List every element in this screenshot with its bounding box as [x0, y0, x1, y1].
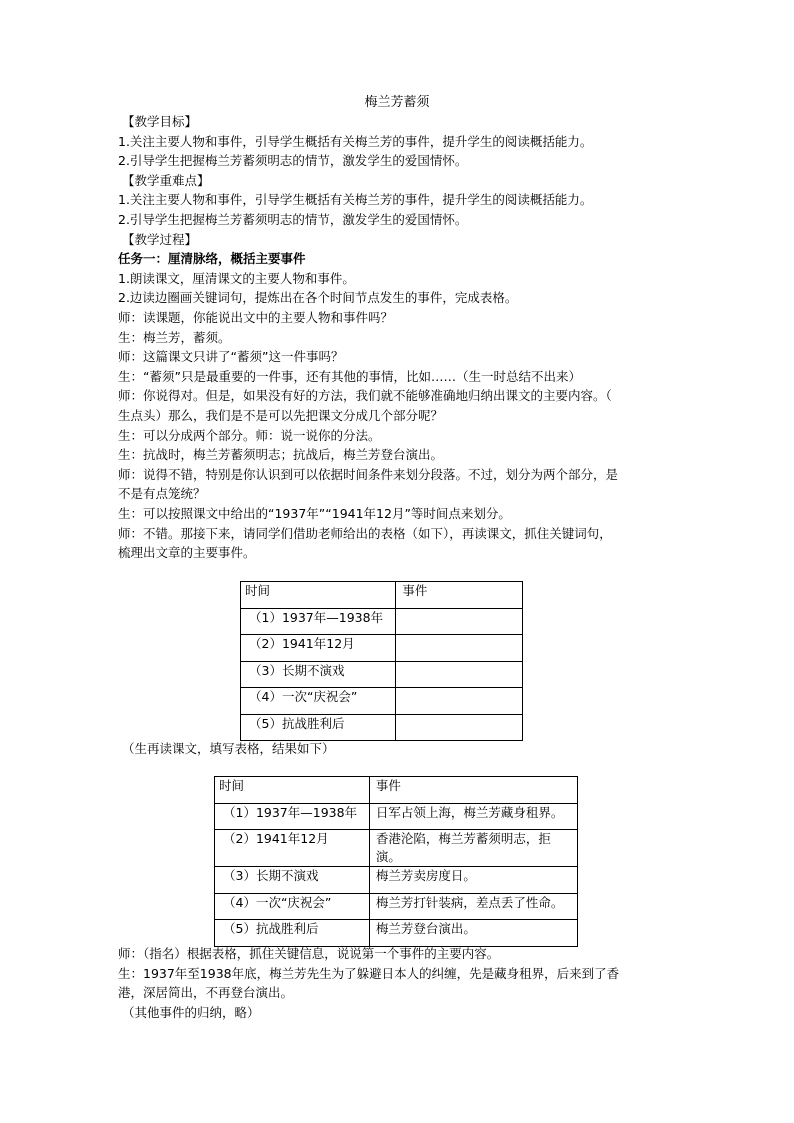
table-row — [241, 608, 523, 635]
body-line: 2.边读边圈画关键词句，提炼出在各个时间节点发生的事件，完成表格。 — [118, 290, 518, 306]
body-line: 1.关注主要人物和事件，引导学生概括有关梅兰芳的事件，提升学生的阅读概括能力。 — [118, 133, 593, 149]
body-line: 生点头）那么，我们是不是可以先把课文分成几个部分呢？ — [118, 408, 444, 423]
body-line: 师：读课题，你能说出文中的主要人物和事件吗？ — [118, 310, 394, 325]
body-line: 2.引导学生把握梅兰芳蓄须明志的情节，激发学生的爱国情怀。 — [118, 212, 468, 227]
body-line: 生：可以分成两个部分。师：说一说你的分法。 — [118, 427, 381, 443]
body-line: 师：说得不错，特别是你认识到可以依据时间条件来划分段落。不过，划分为两个部分，是 — [118, 466, 619, 482]
event-cell: 事件 — [396, 582, 523, 609]
table-row — [215, 867, 578, 894]
time-cell: （2）1941年12月 — [241, 635, 396, 662]
body-line: 师：你说得对。但是，如果没有好的方法，我们就不能够准确地归纳出课文的主要内容。（ — [118, 388, 612, 404]
event-cell: 梅兰芳卖房度日。 — [369, 867, 577, 894]
time-cell: （5）抗战胜利后 — [215, 920, 370, 947]
body-line: 【教学重难点】 — [122, 172, 210, 188]
event-cell — [396, 635, 523, 662]
event-cell — [396, 661, 523, 688]
body-line: 生：抗战时，梅兰芳蓄须明志；抗战后，梅兰芳登台演出。 — [118, 447, 444, 463]
event-cell: 事件 — [369, 777, 577, 804]
body-line: 【教学目标】 — [122, 114, 198, 129]
event-table-blank — [240, 581, 523, 741]
body-line: 【教学过程】 — [122, 231, 198, 247]
table-row — [241, 635, 523, 662]
closing-line: 港，深居简出，不再登台演出。 — [118, 985, 294, 1001]
body-line: 任务一：厘清脉络，概括主要事件 — [118, 251, 306, 267]
body-line: 生：梅兰芳，蓄须。 — [118, 329, 231, 345]
body-line: 1.关注主要人物和事件，引导学生概括有关梅兰芳的事件，提升学生的阅读概括能力。 — [118, 192, 593, 208]
event-cell: 梅兰芳登台演出。 — [369, 920, 577, 947]
body-line: 生：可以按照课文中给出的“1937年”“1941年12月”等时间点来划分。 — [118, 506, 511, 521]
time-cell: （1）1937年—1938年 — [241, 608, 396, 635]
instruction-line: （生再读课文，填写表格，结果如下） — [122, 741, 335, 756]
table-header-row — [241, 582, 523, 609]
table-row — [215, 893, 578, 920]
body-line: 师：不错。那接下来，请同学们借助老师给出的表格（如下），再读课文，抓住关键词句， — [118, 525, 612, 541]
time-cell: （5）抗战胜利后 — [241, 714, 396, 741]
table-row — [215, 920, 578, 947]
time-cell: （2）1941年12月 — [215, 830, 370, 867]
table-row — [241, 714, 523, 741]
table-row — [241, 661, 523, 688]
time-cell: （3）长期不演戏 — [241, 661, 396, 688]
body-line: 1.朗读课文，厘清课文的主要人物和事件。 — [118, 270, 355, 286]
time-cell: （4）一次“庆祝会” — [241, 688, 396, 715]
time-cell: （4）一次“庆祝会” — [215, 893, 370, 920]
time-cell: （1）1937年—1938年 — [215, 803, 370, 830]
time-cell: 时间 — [241, 582, 396, 609]
time-cell: （3）长期不演戏 — [215, 867, 370, 894]
event-cell — [396, 688, 523, 715]
body-line: 不是有点笼统？ — [118, 486, 206, 502]
event-table-filled — [214, 776, 578, 947]
table-row — [215, 803, 578, 830]
time-cell: 时间 — [215, 777, 370, 804]
event-cell: 香港沦陷，梅兰芳蓄须明志，拒演。 — [369, 830, 577, 867]
event-cell: 梅兰芳打针装病，差点丢了性命。 — [369, 893, 577, 920]
page-title: 梅兰芳蓄须 — [364, 95, 430, 110]
event-cell — [396, 714, 523, 741]
event-cell: 日军占领上海，梅兰芳藏身租界。 — [369, 803, 577, 830]
closing-line: 生：1937年至1938年底，梅兰芳先生为了躲避日本人的纠缠，先是藏身租界，后来到了香 — [118, 965, 620, 981]
table-header-row — [215, 777, 578, 804]
body-line: 梳理出文章的主要事件。 — [118, 545, 256, 561]
closing-line: 师：（指名）根据表格，抓住关键信息，说说第一个事件的主要内容。 — [118, 946, 500, 961]
body-line: 师：这篇课文只讲了“蓄须”这一件事吗？ — [118, 349, 344, 365]
event-cell — [396, 608, 523, 635]
table-row — [215, 830, 578, 867]
table-row — [241, 688, 523, 715]
closing-line: （其他事件的归纳，略） — [122, 1004, 260, 1020]
body-line: 2.引导学生把握梅兰芳蓄须明志的情节，激发学生的爱国情怀。 — [118, 153, 468, 169]
body-line: 生：“蓄须”只是最重要的一件事，还有其他的事情，比如……（生一时总结不出来） — [118, 368, 581, 384]
